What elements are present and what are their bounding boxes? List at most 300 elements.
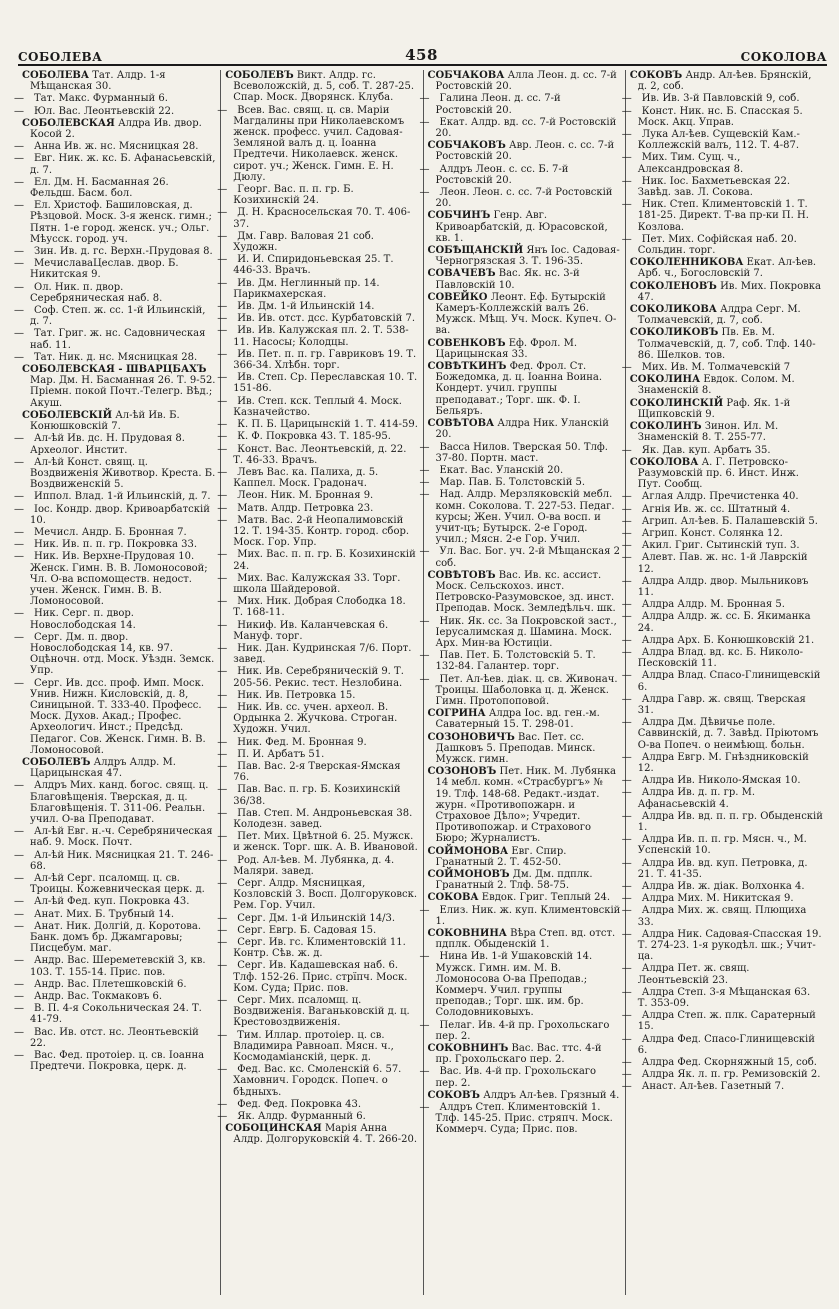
directory-entry	[217, 301, 418, 313]
ditto-dash: —	[621, 1010, 632, 1022]
entry-surname: СОВАЧЕВЪ	[427, 268, 496, 280]
ditto-dash: —	[14, 1003, 24, 1015]
ditto-dash: —	[14, 153, 24, 165]
entry-text: Леон. Леон. с. сс. 7-й Ростовскій 20.	[435, 187, 613, 210]
columns	[14, 70, 827, 1295]
ditto-dash: —	[621, 787, 632, 799]
entry-text: Вас. Ив. 4-й пр. Грохольскаго пер. 2.	[435, 1066, 597, 1089]
entry-text: Алдра Ив. ж. діак. Волхонка 4.	[641, 881, 805, 893]
ditto-dash: —	[217, 514, 228, 526]
entry-text: Евг. Спир. Гранатный 2. Т. 452-50.	[435, 845, 567, 868]
ditto-dash: —	[419, 546, 430, 558]
directory-entry	[621, 881, 823, 893]
entry-text: Ник. Ив. п. п. гр. Покровка 33.	[34, 539, 198, 551]
directory-entry	[217, 912, 418, 924]
entry-text: Мих. Вас. Калужская 33. Торг. школа Шайдеровой.	[233, 572, 401, 595]
directory-entry	[217, 596, 418, 619]
entry-text: Ал-ѣй Фед. куп. Покровка 43.	[34, 896, 190, 908]
entry-text: Серг. Евгр. Б. Садовая 15.	[237, 924, 377, 936]
ditto-dash: —	[14, 433, 24, 445]
ditto-dash: —	[14, 826, 24, 838]
entry-text: Серг. Дм. 1-й Ильинскій 14/3.	[237, 912, 396, 924]
directory-entry	[217, 572, 418, 595]
directory-entry	[217, 395, 418, 418]
entry-text: Пав. Степ. М. Андроньевская 38. Колодезн. завед.	[233, 807, 413, 830]
ditto-dash: —	[14, 93, 24, 105]
directory-entry	[419, 673, 621, 708]
header-right-surname: СОКОЛОВА	[740, 50, 827, 64]
directory-entry	[621, 1069, 823, 1081]
entry-surname: СОКОВЪ	[629, 70, 683, 81]
directory-entry	[217, 1111, 418, 1123]
entry-surname: СОБОЛЕВСКІЙ	[22, 409, 113, 421]
entry-text: Конст. Вас. Леонтьевскій, д. 22. Т. 46-33. Врачъ.	[233, 443, 407, 466]
entry-surname: СОКОВНИНЪ	[427, 1043, 509, 1055]
directory-entry	[217, 184, 418, 207]
entry-text: Ив. Пет. п. п. гр. Гавриковъ 19. Т. 366-34. Хлѣбн. торг.	[233, 348, 417, 372]
directory-entry	[217, 760, 418, 784]
ditto-dash: —	[14, 1026, 24, 1038]
directory-entry	[428, 1090, 621, 1101]
directory-entry	[14, 896, 216, 908]
directory-entry	[630, 421, 823, 443]
directory-entry	[14, 526, 216, 538]
entry-text: Ел. Христоф. Башиловская, д. Рѣзцовой. Моск. 3-я женск. гимн.; Пятн. 1-е город. женск. уч.; Ольг. Мѣусск. город. уч.	[30, 200, 212, 245]
directory-entry	[621, 834, 823, 857]
ditto-dash: —	[217, 372, 228, 384]
entry-text: К. Ф. Покровка 43. Т. 185-95.	[237, 431, 391, 443]
entry-text: Алдръ Степ. Климентовскій 1. Тлф. 145-25. Прис. стряпч. Моск. Коммерч. Суда; Прис. пов.	[435, 1102, 613, 1136]
ditto-dash: —	[14, 849, 24, 861]
entry-surname: СОКОЛИНЪ	[629, 421, 702, 433]
directory-entry	[419, 615, 621, 650]
ditto-dash: —	[217, 619, 228, 631]
ditto-dash: —	[14, 141, 24, 153]
ditto-dash: —	[14, 351, 24, 363]
entry-text: Всев. Вас. свящ. ц. св. Маріи Магдалины при Николаевскомъ женск. професс. учил. Садовая-Земляной валъ д. ц. Іоанна Предтечи. Николаевск. женск. сирот. уч.; Женск. Гимн. Е. Н. Дюлу.	[233, 104, 405, 183]
directory-entry	[630, 327, 823, 361]
entry-text: Ив. Дм. Неглинный пр. 14. Парикмахерская.	[233, 277, 380, 300]
ditto-dash: —	[621, 105, 632, 117]
ditto-dash: —	[217, 1098, 228, 1110]
directory-entry	[217, 348, 418, 372]
directory-entry	[621, 527, 823, 539]
directory-entry	[22, 410, 216, 432]
entry-text: Пав. Вас. п. гр. Б. Козихинскій 36/38.	[233, 784, 401, 807]
directory-entry	[14, 780, 216, 825]
ditto-dash: —	[217, 572, 228, 584]
directory-entry	[621, 552, 823, 575]
directory-entry	[621, 599, 823, 611]
directory-entry	[14, 991, 216, 1003]
ditto-dash: —	[419, 477, 430, 489]
directory-entry	[428, 361, 621, 417]
directory-entry	[621, 575, 823, 598]
entry-text: Мих. Ив. М. Толмачевскій 7	[641, 362, 791, 374]
entry-text: Алдра Мих. М. Никитская 9.	[641, 893, 794, 905]
entry-text: Викт. Алдр. гс. Всеволожскій, д. 5, соб. Т. 287-25. Спар. Моск. Дворянск. Клуба.	[233, 70, 415, 104]
entry-text: Род. Ал-ѣев. М. Лубянка, д. 4. Маляри. завед.	[233, 854, 395, 877]
directory-entry	[630, 281, 823, 303]
entry-text: Алдра Алдр. М. Бронная 5.	[641, 599, 785, 611]
entry-surname: СОКОВНИНА	[427, 928, 507, 940]
ditto-dash: —	[217, 466, 228, 478]
entry-text: Серг. Ив. Кадашевская наб. 6. Тлф. 152-26. Прис. стрїпч. Моск. Ком. Суда; Прис. пов.	[233, 960, 408, 994]
ditto-dash: —	[14, 539, 24, 551]
entry-surname: СОВѢТОВЪ	[427, 569, 496, 581]
ditto-dash: —	[621, 775, 632, 787]
entry-surname: СОБОЛЕВСКАЯ	[22, 117, 115, 129]
directory-entry	[217, 104, 418, 183]
ditto-dash: —	[14, 920, 24, 932]
entry-text: Левъ Вас. ка. Палиха, д. 5. Каппел. Моск. Градонач.	[233, 466, 379, 490]
ditto-dash: —	[217, 912, 228, 924]
entry-text: Фед. Фрол. Ст. Божедомка, д. ц. Іоанна Воина. Кондерт. учил. группы преподават.; Торг. шк. Ф. І. Бельяръ.	[435, 361, 603, 417]
entry-surname: СОКОЛОВА	[629, 456, 699, 468]
ditto-dash: —	[621, 646, 632, 658]
ditto-dash: —	[217, 937, 228, 949]
entry-text: Пет. Ник. М. Лубянка 14 мебл. комн. «Страсбургъ» № 19. Тлф. 148-68. Редакт.-издат. журн. «Противопожарн. и Страховое Дѣло»; Учредит. Противопожар. и Страхового Бюро; Журналистъ.	[435, 766, 617, 845]
directory-entry	[217, 443, 418, 466]
ditto-dash: —	[217, 995, 228, 1007]
entry-text: Ив. Ив. отст. дсс. Курбатовскій 7.	[237, 313, 416, 325]
entry-text: Алдра Мих. ж. свящ. Плющиха 33.	[637, 905, 807, 928]
directory-entry	[621, 515, 823, 527]
directory-entry	[621, 540, 823, 552]
directory-entry	[217, 807, 418, 830]
entry-text: Георг. Вас. п. п. гр. Б. Козихинскій 24.	[233, 184, 354, 207]
entry-surname: СОБОЛЕВЪ	[225, 70, 294, 81]
entry-text: Алдра Ив. двор. Косой 2.	[30, 117, 202, 141]
entry-surname: СОВЕНКОВЪ	[427, 337, 506, 349]
directory-entry	[217, 924, 418, 936]
directory-entry	[217, 1098, 418, 1110]
ditto-dash: —	[217, 277, 228, 289]
entry-text: Ул. Вас. Бог. уч. 2-й Мѣщанская 2 соб.	[435, 546, 620, 569]
ditto-dash: —	[621, 1069, 632, 1081]
entry-text: Вас. Фед. протоіер. ц. св. Іоанна Предтечи. Покровка, церк. д.	[30, 1050, 205, 1073]
directory-entry	[14, 551, 216, 608]
entry-text: Екат. Алдр. вд. сс. 7-й Ростовскій 20.	[435, 116, 617, 140]
entry-text: Вас. Вас. ттс. 4-й пр. Грохольскаго пер. 2.	[435, 1043, 602, 1066]
directory-entry	[14, 433, 216, 456]
entry-text: Раф. Як. 1-й Щипковскій 9.	[637, 397, 791, 420]
entry-text: Мар. Пав. Б. Толстовскій 5.	[439, 477, 586, 489]
directory-entry	[217, 419, 418, 431]
directory-entry	[217, 960, 418, 994]
entry-text: Серг. Ив. гс. Климентовскій 11. Контр. Сѣв. ж. д.	[233, 937, 406, 960]
ditto-dash: —	[419, 650, 430, 662]
ditto-dash: —	[419, 1019, 430, 1031]
directory-entry	[621, 152, 823, 175]
ditto-dash: —	[419, 93, 430, 105]
entry-surname: СОКОЛИНСКІЙ	[629, 397, 724, 409]
ditto-dash: —	[621, 611, 632, 623]
directory-entry	[14, 281, 216, 304]
entry-text: Алдра Ив. вд. куп. Петровка, д. 21. Т. 41-35.	[637, 857, 808, 880]
ditto-dash: —	[419, 464, 430, 476]
ditto-dash: —	[419, 615, 430, 627]
entry-text: Пав. Пет. Б. Толстовскій 5. Т. 132-84. Галантер. торг.	[435, 650, 596, 673]
directory-entry	[428, 418, 621, 440]
directory-entry	[428, 732, 621, 766]
entry-text: Нина Ив. 1-й Ушаковскій 14. Мужск. Гимн. им. М. В. Ломоносова О-ва Преподав.; Коммерч. Учил. группы преподав.; Торг. шк. им. бр. Солодовниковыхъ.	[435, 951, 593, 1019]
entry-surname: СОКОЛИКОВА	[629, 304, 717, 316]
ditto-dash: —	[14, 246, 24, 258]
entry-text: Алдра Ник. Уланскій 20.	[435, 418, 609, 441]
entry-text: Лука Ал-ѣев. Сущевскій Кам.-Коллежскій валъ, 112. Т. 4-87.	[637, 129, 800, 152]
entry-text: Мар. Дм. Н. Басманная 26. Т. 9-52. Пріемн. покой Почт.-Телегр. Вѣд.; Акуш.	[30, 375, 216, 409]
directory-entry	[14, 456, 216, 491]
entry-text: Алдра Гавр. ж. свящ. Тверская 31.	[637, 693, 806, 716]
directory-entry	[14, 328, 216, 351]
ditto-dash: —	[621, 233, 632, 245]
entry-surname: СОКОЛЕННИКОВА	[629, 257, 744, 269]
entry-text: Іос. Кондр. двор. Кривоарбатскій 10.	[30, 503, 210, 526]
ditto-dash: —	[621, 199, 632, 211]
ditto-dash: —	[621, 893, 632, 905]
directory-entry	[14, 491, 216, 503]
directory-entry	[621, 787, 823, 810]
directory-entry	[217, 1029, 418, 1064]
entry-text: Алдра Ив. вд. п. п. гр. Обыденскій 1.	[637, 810, 823, 833]
directory-entry	[217, 254, 418, 277]
directory-entry	[419, 477, 621, 489]
directory-entry	[621, 670, 823, 693]
entry-text: Ал-ѣй Евг. н.-ч. Серебряническая наб. 9. Моск. Почт.	[30, 826, 213, 849]
ditto-dash: —	[14, 955, 24, 967]
directory-entry	[419, 163, 621, 186]
ditto-dash: —	[621, 634, 632, 646]
ditto-dash: —	[217, 431, 228, 443]
ditto-dash: —	[217, 878, 228, 890]
entry-text: Евдок. Григ. Теплый 24.	[481, 892, 611, 904]
directory-entry	[14, 176, 216, 200]
directory-entry	[419, 650, 621, 673]
entry-surname: СОБЧАКОВЪ	[427, 140, 506, 152]
entry-text: Алдра Влад. Спасо-Глинищевскій 6.	[637, 670, 821, 693]
ditto-dash: —	[621, 552, 632, 564]
entry-text: Алдра Степ. ж. плк. Саратерный 15.	[637, 1010, 816, 1033]
entry-text: Пет. Мих. Цвѣтной 6. 25. Мужск. и женск. Торг. шк. А. В. Ивановой.	[233, 831, 418, 854]
entry-text: Ник. Ив. Серебряническій 9. Т. 205-56. Рекис. тест. Незлобина.	[233, 666, 404, 689]
entry-text: Алдра Ник. Садовая-Спасская 19. Т. 274-23. 1-я рукодѣл. шк.; Учит-ца.	[637, 928, 822, 963]
entry-text: Конст. Ник. нс. Б. Спасская 5. Моск. Акц. Управ.	[637, 105, 803, 128]
entry-text: Авр. Леон. с. сс. 7-й Ростовскій 20.	[435, 140, 615, 163]
entry-text: Алдра Серг. М. Толмачевскій, д. 7, соб.	[637, 304, 801, 327]
directory-entry	[419, 441, 621, 464]
ditto-dash: —	[14, 281, 24, 293]
directory-entry	[217, 466, 418, 490]
directory-entry	[217, 642, 418, 666]
ditto-dash: —	[621, 175, 632, 187]
directory-entry	[217, 230, 418, 254]
ditto-dash: —	[621, 986, 632, 998]
directory-entry	[621, 646, 823, 670]
directory-entry	[217, 666, 418, 689]
entry-text: Алдра Ив. п. п. гр. Мясн. ч., М. Успенскій 10.	[637, 834, 807, 857]
directory-entry	[621, 634, 823, 646]
ditto-dash: —	[217, 854, 228, 866]
ditto-dash: —	[217, 348, 228, 360]
entry-surname: СОКОВЪ	[427, 1089, 480, 1101]
entry-surname: СОБОЦИНСКАЯ	[225, 1123, 322, 1135]
ditto-dash: —	[14, 328, 24, 340]
ditto-dash: —	[217, 184, 228, 196]
entry-text: Ел. Дм. Н. Басманная 26. Фельдш. Басм. бол.	[30, 176, 169, 200]
directory-entry	[217, 325, 418, 348]
ditto-dash: —	[14, 908, 24, 920]
directory-entry	[14, 1003, 216, 1026]
directory-entry	[621, 503, 823, 515]
directory-entry	[217, 490, 418, 502]
directory-entry	[419, 93, 621, 116]
entry-surname: СОБЧИНЪ	[427, 210, 491, 222]
ditto-dash: —	[217, 254, 228, 266]
ditto-dash: —	[14, 896, 24, 908]
ditto-dash: —	[621, 515, 632, 527]
ditto-dash: —	[217, 313, 228, 325]
directory-entry	[217, 995, 418, 1029]
entry-text: Пв. Ев. М. Толмачевскій, д. 7, соб. Тлф. 140-86. Шелков. тов.	[637, 327, 816, 361]
entry-text: Никиф. Ив. Каланчевская 6. Мануф. торг.	[233, 619, 389, 642]
entry-text: Вас. Ив. кс. ассист. Моск. Сельскохоз. инст. Петровско-Разумовское, зд. инст. Преподав. Моск. Земледѣльч. шк.	[435, 569, 616, 615]
entry-text: Алдра Арх. Б. Конюшковскій 21.	[641, 634, 815, 646]
ditto-dash: —	[14, 526, 24, 538]
ditto-dash: —	[14, 503, 24, 515]
entry-text: Серг. Алдр. Мясницкая, Козловскій 3. Восп. Долгоруковск. Рем. Гор. Учил.	[233, 878, 418, 912]
ditto-dash: —	[217, 642, 228, 654]
directory-entry	[14, 826, 216, 849]
entry-text: Галина Леон. д. сс. 7-й Ростовскій 20.	[435, 93, 561, 116]
ditto-dash: —	[217, 395, 228, 407]
entry-surname: СОВѢТКИНЪ	[427, 361, 507, 373]
entry-text: Андр. Вас. Шереметевскій 3, кв. 103. Т. 155-14. Прис. пов.	[30, 955, 206, 978]
entry-text: Алдра Степ. 3-я Мѣщанская 63. Т. 353-09.	[637, 986, 811, 1010]
ditto-dash: —	[217, 301, 228, 313]
entry-text: Тат. Ник. д. нс. Мясницкая 28.	[34, 351, 198, 363]
entry-text: Серг. Мих. псаломщ. ц. Воздвиженія. Ваганьковскій д. ц. Крестовоздвиженія.	[233, 995, 410, 1029]
ditto-dash: —	[621, 1033, 632, 1045]
running-header	[18, 44, 827, 66]
directory-entry	[14, 351, 216, 363]
header-left-surname: СОБОЛЕВА	[18, 50, 103, 64]
entry-text: Еф. Фрол. М. Царицынская 33.	[435, 337, 578, 360]
directory-entry	[428, 846, 621, 868]
directory-entry	[428, 210, 621, 244]
ditto-dash: —	[14, 551, 24, 563]
ditto-dash: —	[217, 207, 228, 219]
entry-text: Анат. Ник. Долгій, д. Коротова. Банк. домъ бр. Джамгаровы; Писцебум. маг.	[30, 920, 202, 955]
ditto-dash: —	[14, 105, 24, 117]
directory-entry	[621, 93, 823, 105]
directory-entry	[217, 502, 418, 514]
ditto-dash: —	[419, 116, 430, 128]
directory-entry	[621, 928, 823, 963]
directory-entry	[14, 873, 216, 896]
entry-text: Ник. Ив. Верхне-Прудовая 10. Женск. Гимн. В. В. Ломоносовой; Чл. О-ва вспомоществ. недост. учен. Женск. Гимн. В. В. Ломоносовой.	[30, 551, 208, 608]
entry-text: Алдра Евгр. М. Гнѣздниковскій 12.	[637, 751, 809, 774]
directory-entry	[428, 245, 621, 267]
ditto-dash: —	[419, 904, 430, 916]
entry-surname: СОКОВА	[427, 892, 479, 904]
ditto-dash: —	[621, 540, 632, 552]
directory-entry	[217, 831, 418, 854]
entry-text: Алдра Дм. Дѣвичье поле. Саввинскій, д. 7. Завѣд. Пріютомъ О-ва Попеч. о неимѣющ. больн.	[637, 717, 819, 751]
directory-entry	[217, 277, 418, 300]
ditto-dash: —	[217, 807, 228, 819]
directory-entry	[428, 892, 621, 903]
directory-entry	[621, 810, 823, 833]
directory-entry	[621, 905, 823, 928]
directory-entry	[419, 1066, 621, 1089]
directory-entry	[217, 736, 418, 748]
ditto-dash: —	[217, 748, 228, 760]
ditto-dash: —	[621, 717, 632, 729]
ditto-dash: —	[14, 991, 24, 1003]
directory-entry	[14, 153, 216, 176]
directory-entry	[419, 951, 621, 1019]
directory-entry	[22, 118, 216, 140]
entry-text: Алдръ Алдр. М. Царицынская 47.	[30, 756, 176, 780]
entry-text: Ник. Ив. Петровка 15.	[237, 689, 356, 701]
directory-entry	[217, 549, 418, 572]
ditto-dash: —	[14, 491, 24, 503]
page-number: 458	[405, 46, 438, 64]
directory-entry	[621, 963, 823, 986]
ditto-dash: —	[14, 1050, 24, 1062]
entry-surname: СОЗОНОВИЧЪ	[427, 731, 515, 743]
entry-text: Андр. Ал-ѣев. Брянскій, д. 2, соб.	[637, 70, 812, 93]
entry-text: Ол. Ник. п. двор. Серебряническая наб. 8.	[30, 281, 163, 304]
directory-entry	[621, 105, 823, 128]
ditto-dash: —	[217, 784, 228, 796]
entry-text: Тат. Макс. Фурманный 6.	[34, 93, 168, 105]
directory-entry	[217, 431, 418, 443]
ditto-dash: —	[419, 1066, 430, 1078]
directory-entry	[428, 338, 621, 360]
entry-text: Янъ Іос. Садовая-Черногрязская 3. Т. 196-35.	[435, 245, 620, 268]
entry-text: Матв. Вас. 2-й Неопалимовскій 12. Т. 194-35. Контр. город. сбор. Моск. Гор. Упр.	[233, 514, 410, 549]
ditto-dash: —	[217, 666, 228, 678]
directory-entry	[419, 187, 621, 210]
entry-text: Мих. Тим. Сущ. ч., Александровская 8.	[637, 152, 744, 175]
ditto-dash: —	[217, 831, 228, 843]
entry-text: Ив. Ив. 3-й Павловскій 9, соб.	[641, 93, 800, 105]
directory-entry	[217, 207, 418, 230]
directory-entry	[225, 70, 418, 104]
directory-entry	[22, 70, 216, 92]
directory-entry	[14, 849, 216, 872]
entry-text: И. И. Спиридоньевская 25. Т. 446-33. Врачъ.	[233, 254, 394, 277]
directory-entry	[630, 70, 823, 92]
entry-text: Анна Ив. ж. нс. Мясницкая 28.	[34, 141, 199, 153]
ditto-dash: —	[217, 960, 228, 972]
entry-text: Ал-ѣй Конст. свящ. ц. Воздвиженія Животвор. Креста. Б. Воздвиженскій 5.	[30, 456, 216, 491]
ditto-dash: —	[621, 362, 632, 374]
entry-surname: СОБѢЩАНСКІЙ	[427, 245, 524, 257]
entry-text: Агрип. Ал-ѣев. Б. Палашевскій 5.	[641, 515, 818, 527]
directory-entry	[428, 869, 621, 891]
directory-entry	[621, 129, 823, 152]
ditto-dash: —	[621, 881, 632, 893]
entry-surname: СОВЕЙКО	[427, 291, 488, 303]
directory-entry	[428, 292, 621, 337]
entry-text: Андр. Вас. Плетешковскій 6.	[34, 978, 187, 990]
directory-entry	[428, 268, 621, 290]
ditto-dash: —	[217, 549, 228, 561]
directory-entry	[217, 1064, 418, 1098]
